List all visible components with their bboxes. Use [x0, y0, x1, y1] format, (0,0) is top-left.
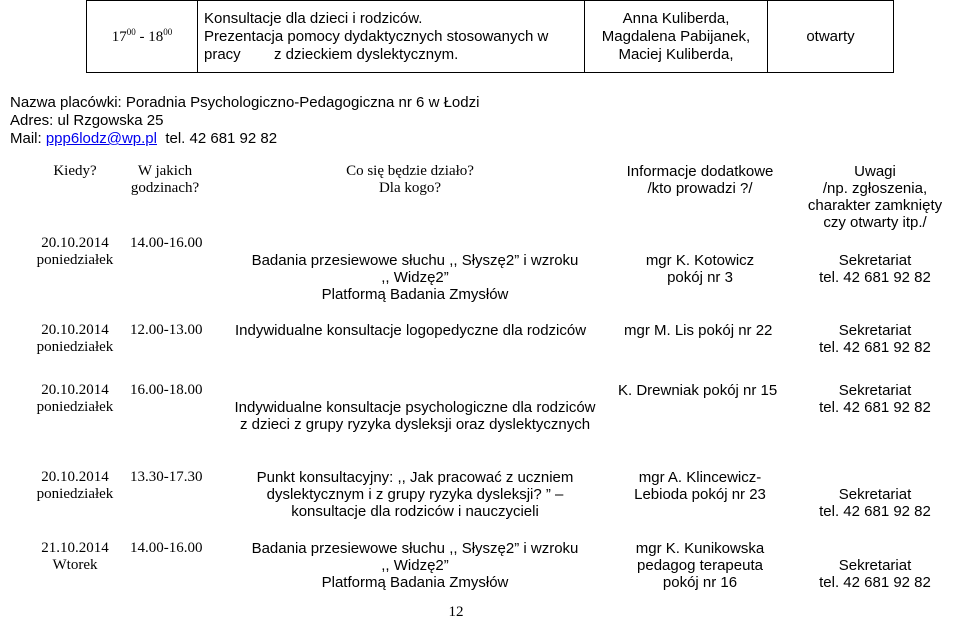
row-notes: Sekretariat tel. 42 681 92 82	[819, 557, 931, 591]
presenters-cell	[585, 1, 768, 73]
row-date: 20.10.2014 poniedziałek	[36, 322, 114, 355]
row-what: Indywidualne konsultacje logopedyczne dla rodziców	[235, 322, 587, 339]
row-what: Badania przesiewowe słuchu ,, Słyszę2” i wzroku ,, Widzę2” Platformą Badania Zmysłów	[251, 540, 579, 591]
description-line: pracy z dzieckiem dyslektycznym.	[204, 45, 459, 63]
presenter-name: Anna Kuliberda,	[622, 9, 730, 27]
header-when: Kiedy?	[53, 163, 97, 179]
description-line: Konsultacje dla dzieci i rodziców.	[204, 9, 423, 27]
row-info: mgr K. Kotowicz pokój nr 3	[645, 252, 755, 286]
row-info: mgr K. Kunikowska pedagog terapeuta pokój nr 16	[635, 540, 765, 591]
table-row	[87, 1, 894, 73]
time-end: - 18	[135, 28, 164, 45]
presenter-name: Maciej Kuliberda,	[618, 45, 734, 63]
row-info: mgr M. Lis pokój nr 22	[624, 322, 773, 339]
description-cell	[198, 1, 585, 73]
presenter-name: Magdalena Pabijanek,	[601, 27, 751, 45]
row-info: mgr A. Klincewicz- Lebioda pokój nr 23	[634, 469, 766, 503]
header-info: Informacje dodatkowe /kto prowadzi ?/	[626, 163, 774, 197]
time-start: 17	[111, 28, 127, 45]
row-date: 20.10.2014 poniedziałek	[36, 382, 114, 415]
row-date: 21.10.2014 Wtorek	[41, 540, 109, 573]
time-cell	[87, 1, 198, 73]
row-date: 20.10.2014 poniedziałek	[36, 235, 114, 268]
row-notes: Sekretariat tel. 42 681 92 82	[819, 486, 931, 520]
institution-name: Nazwa placówki: Poradnia Psychologiczno-Pedagogiczna nr 6 w Łodzi	[10, 94, 480, 111]
row-notes: Sekretariat tel. 42 681 92 82	[819, 322, 931, 356]
row-notes: Sekretariat tel. 42 681 92 82	[819, 252, 931, 286]
header-notes: Uwagi /np. zgłoszenia, charakter zamknięty czy otwarty itp./	[807, 163, 943, 231]
status-text: otwarty	[806, 27, 855, 45]
row-what: Punkt konsultacyjny: ,, Jak pracować z uczniem dyslektycznym i z grupy ryzyka dysleksji? ” – konsultacje dla rodziców i nauczycieli	[256, 469, 574, 520]
description-line: Prezentacja pomocy dydaktycznych stosowanych w	[204, 27, 549, 45]
row-hours: 12.00-13.00	[130, 322, 203, 338]
row-hours: 13.30-17.30	[130, 469, 203, 485]
row-what: Indywidualne konsultacje psychologiczne dla rodziców z dzieci z grupy ryzyka dysleksji oraz dyslektycznych	[234, 399, 596, 433]
institution-address: Adres: ul Rzgowska 25	[10, 112, 164, 129]
phone-number: tel. 42 681 92 82	[165, 130, 278, 147]
row-what: Badania przesiewowe słuchu ,, Słyszę2” i wzroku ,, Widzę2” Platformą Badania Zmysłów	[251, 252, 579, 303]
time-end-minutes: 00	[163, 26, 173, 37]
email-link[interactable]: ppp6lodz@wp.pl	[45, 130, 157, 147]
row-hours: 16.00-18.00	[130, 382, 203, 398]
row-hours: 14.00-16.00	[130, 540, 203, 556]
time-start-minutes: 00	[126, 26, 136, 37]
row-notes: Sekretariat tel. 42 681 92 82	[819, 382, 931, 416]
top-schedule-table	[86, 0, 894, 73]
row-date: 20.10.2014 poniedziałek	[36, 469, 114, 502]
status-cell	[768, 1, 894, 73]
header-what: Co się będzie działo? Dla kogo?	[346, 163, 474, 196]
mail-label: Mail:	[10, 130, 46, 147]
page-number: 12	[448, 604, 464, 620]
header-hours: W jakich godzinach?	[130, 163, 200, 196]
row-hours: 14.00-16.00	[130, 235, 203, 251]
institution-contact	[10, 130, 277, 148]
row-info: K. Drewniak pokój nr 15	[618, 382, 778, 399]
